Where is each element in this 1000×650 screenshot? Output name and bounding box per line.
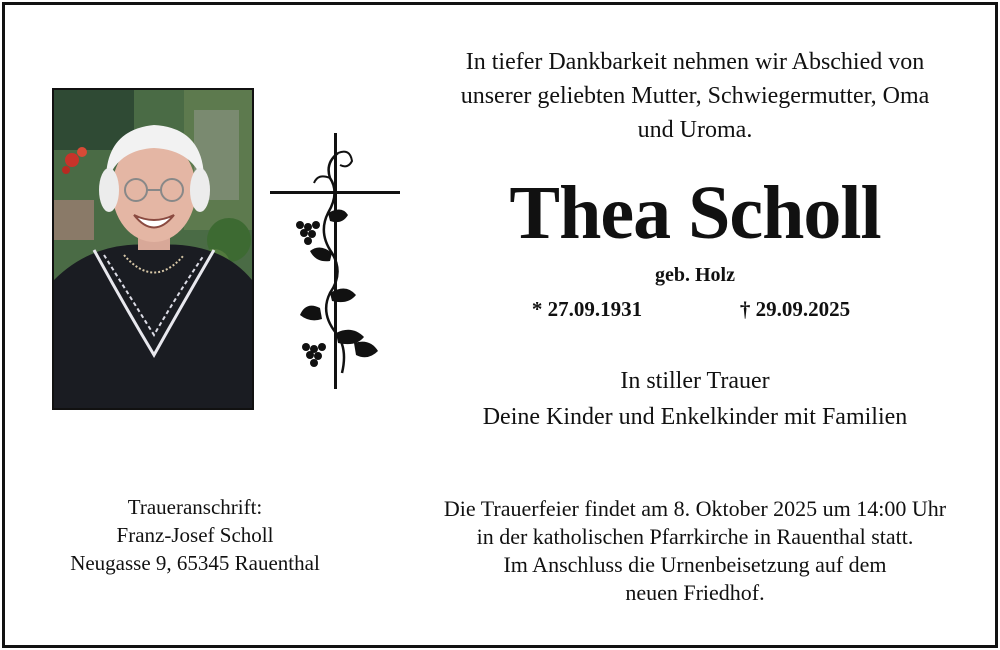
obituary-notice <box>2 2 998 648</box>
intro-line: In tiefer Dankbarkeit nehmen wir Abschied von <box>465 49 925 75</box>
mourners-text <box>410 363 980 435</box>
mourners-line: Deine Kinder und Enkelkinder mit Familien <box>482 404 908 430</box>
service-line: in der katholischen Pfarrkirche in Rauenthal statt. <box>476 524 914 549</box>
mourning-address <box>25 493 365 577</box>
address-line: Neugasse 9, 65345 Rauenthal <box>70 551 320 575</box>
deceased-name: Thea Scholl <box>509 171 881 255</box>
funeral-service-info <box>385 495 1000 607</box>
death-date: † 29.09.2025 <box>739 297 851 321</box>
service-line: neuen Friedhof. <box>625 580 765 605</box>
portrait-photo <box>52 88 254 410</box>
service-line: Im Anschluss die Urnenbeisetzung auf dem <box>503 552 887 577</box>
address-line: Traueranschrift: <box>127 495 263 519</box>
intro-text <box>410 45 980 147</box>
service-line: Die Trauerfeier findet am 8. Oktober 2025 um 14:00 Uhr <box>443 496 947 521</box>
maiden-name: geb. Holz <box>655 264 735 286</box>
cross-with-grapevine-icon <box>270 133 405 389</box>
intro-line: unserer geliebten Mutter, Schwiegermutter, Oma <box>460 83 930 109</box>
intro-line: und Uroma. <box>637 117 753 143</box>
birth-date: * 27.09.1931 <box>531 297 643 321</box>
address-line: Franz-Josef Scholl <box>116 523 274 547</box>
mourners-line: In stiller Trauer <box>620 368 770 394</box>
